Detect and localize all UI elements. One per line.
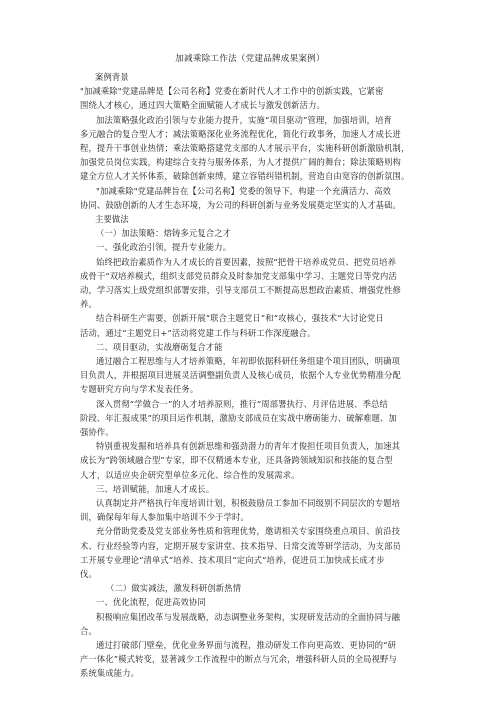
paragraph-line: 特别重视发掘和培养具有创新思维和强劲潜力的青年才俊担任项目负责人，加速其 [96, 441, 401, 452]
paragraph-line: 结合科研生产需要，创新开展“联合主题党日”和“攻核心，强技术”大讨论党日 [96, 313, 384, 324]
paragraph-line: 专题研究方向与学术发表任务。 [80, 384, 199, 395]
paragraph-line: 合。 [80, 625, 97, 636]
paragraph-line: 三、培训赋能，加速人才成长。 [96, 483, 215, 494]
section-heading: 案例背景 [95, 72, 129, 82]
paragraph-line: 建全方位人才关怀体系，破除创新束缚，建立容错纠错机制，营造自由宽容的创新氛围。 [80, 171, 410, 182]
paragraph-line: 训，确保每年每人参加集中培训不少于学时。 [80, 512, 249, 523]
paragraph-line: 成骨干“双培养模式，组织支部党员群众及时参加党支部集中学习、主题党日等党内活 [80, 270, 397, 281]
paragraph-line: 认真制定并严格执行年度培训计划，积极鼓励员工参加不同级别不同层次的专题培 [96, 498, 401, 508]
paragraph-line: 二、项目驱动，实战磨砺复合才能 [96, 341, 223, 352]
paragraph-line: 成长为“跨领域融合型”专家，即不仅精通本专业，还具备跨领域知识和技能的复合型 [80, 455, 393, 466]
paragraph-line: （二）做实减法，激发科研创新热情 [106, 583, 242, 594]
paragraph-line: 阶段、年汇报成果”的项目运作机制，激励支部成员在实战中磨砺能力、破解难题、加 [80, 412, 397, 423]
paragraph-line: 活动，通过“主题党日+”活动将党建工作与科研工作深度融合。 [80, 327, 316, 338]
paragraph-line: 人才，以适应央企研究型单位多元化、综合性的发展需求。 [80, 469, 300, 480]
paragraph-line: 深入贯彻“学做合一”的人才培养原则，推行“周部署执行、月评估进展、季总结 [96, 398, 388, 409]
paragraph-line: 目负责人，并根据项目进展灵活调整副负责人及核心成员，依据个人专业优势精准分配 [80, 370, 401, 381]
paragraph-line: 通过打破部门壁垒，优化业务界面与流程，推动研发工作向更高效、更协同的“研 [96, 640, 397, 650]
paragraph-line: 始终把政治素质作为人才成长的首要因素，按照“把骨干培养成党员、把党员培养 [96, 256, 397, 267]
paragraph-line: 系统集成能力。 [80, 668, 140, 679]
section-heading: 主要做法 [95, 214, 129, 224]
paragraph-line: 术、行业经验等内容，定期开展专家讲堂、技术指导、日常交流等研学活动，为支部员 [80, 540, 401, 551]
paragraph-line: 加强党员岗位实践，构建综合支持与服务体系，为人才提供广阔的舞台；除法策略则构 [80, 157, 401, 168]
paragraph-line: 协同、鼓励创新的人才生态环境，为公司的科研创新与业务发展奠定坚实的人才基础。 [80, 199, 401, 210]
paragraph-line: "加减乘除"党建品牌旨在【公司名称】党委的领导下，构建一个充满活力、高效 [96, 185, 392, 196]
paragraph-line: 围绕人才核心，通过四大策略全面赋能人才成长与激发创新活力。 [80, 100, 325, 111]
paragraph-line: 工开展专业理论“清单式”培养、技术项目“定向式”培养，促进员工加快成长成才步 [80, 554, 385, 565]
paragraph-line: 多元融合的复合型人才；减法策略深化业务流程优化，简化行政事务，加速人才成长进 [80, 128, 401, 139]
paragraph-line: 强协作。 [80, 427, 114, 437]
document-title: 加减乘除工作法（党建品牌成果案例） [175, 54, 325, 64]
paragraph-line: 积极响应集团改革与发展战略，动态调整业务架构，实现研发活动的全面协同与融 [96, 611, 401, 622]
paragraph-line: 加法策略强化政治引领与专业能力提升，实施“项目驱动”管理，加强培训，培育 [96, 114, 392, 125]
paragraph-line: 养。 [80, 299, 97, 310]
paragraph-line: 动，学习落实上级党组织部署安排，引导支部员工不断提高思想政治素质、增强党性修 [80, 285, 401, 295]
paragraph-line: 伐。 [80, 569, 97, 579]
paragraph-line: 一、强化政治引领，提升专业能力。 [96, 242, 232, 253]
paragraph-line: （一）加法策略：熔铸多元复合之才 [96, 228, 232, 239]
paragraph-line: 充分借助党委及党支部业务性质和管理优势，邀请相关专家围绕重点项目、前沿技 [96, 526, 401, 537]
paragraph-line: 程，提升干事创业热情；乘法策略搭建党支部的人才展示平台，实施科研创新激励机制， [80, 143, 410, 153]
paragraph-line: 通过融合工程思维与人才培养策略，年初即依据科研任务组建个项目团队，明确项 [96, 356, 401, 366]
paragraph-line: 产一体化”模式转变，显著减少工作流程中的断点与冗余，增强科研人员的全局视野与 [80, 654, 397, 665]
paragraph-line: 一、优化流程，促进高效协同 [96, 597, 206, 608]
paragraph-line: "加减乘除"党建品牌是【公司名称】党委在新时代人才工作中的创新实践，它紧密 [80, 86, 384, 97]
